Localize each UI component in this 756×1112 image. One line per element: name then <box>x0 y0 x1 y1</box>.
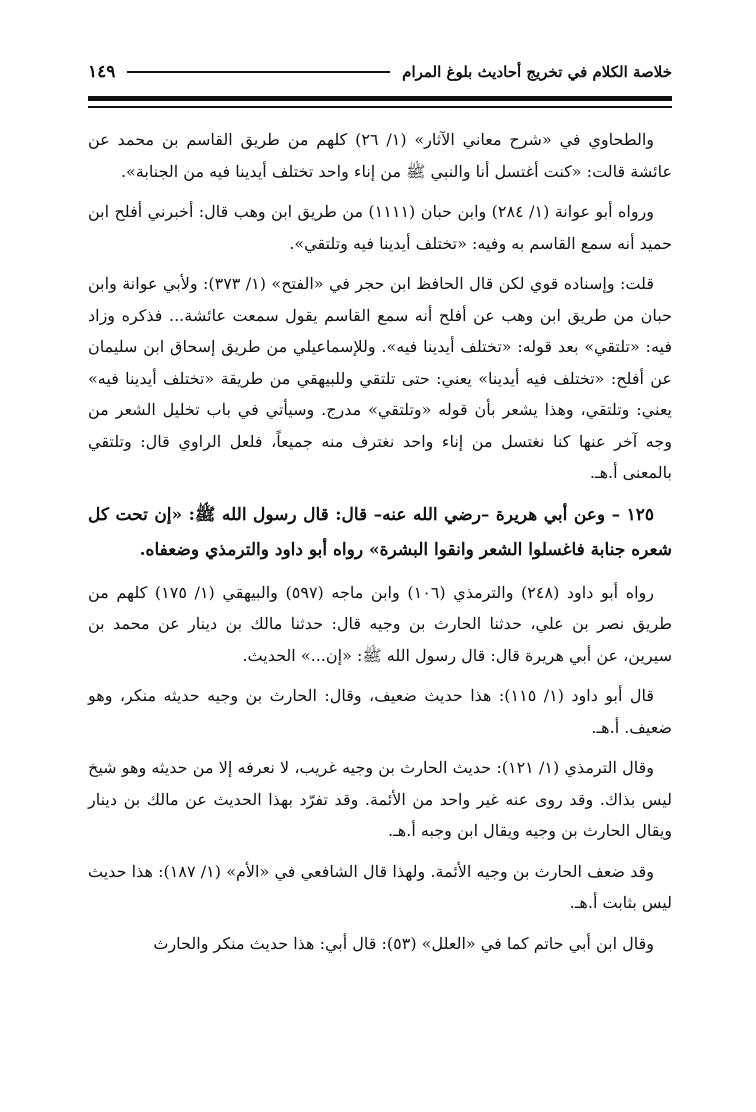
paragraph-commentary: قلت: وإسناده قوي لكن قال الحافظ ابن حجر في «الفتح» (١/ ٣٧٣): ولأبي عوانة وابن حبان من طريق ابن وهب عن أفلح أنه سمع القاسم يقول سمعت عائشة... فذكره وزاد فيه: «تلتقي» بعد قوله: «تختلف أيدينا فيه». وللإسماعيلي من طريق إسحاق ابن سليمان عن أفلح: «تختلف فيه أيدينا» يعني: حتى تلتقي وللبيهقي من طريقة «تختلف أيدينا فيه» يعني: وتلتقي، وهذا يشعر بأن قوله «وتلتقي» مدرج. وسيأتي في باب تخليل الشعر من وجه آخر عنها كنا نغتسل من إناء واحد نغترف منه جميعاً، فلعل الراوي قال: وتلتقي بالمعنى أ.هـ. <box>88 274 672 482</box>
paragraph-takhrij: رواه أبو داود (٢٤٨) والترمذي (١٠٦) وابن ماجه (٥٩٧) والبيهقي (١/ ١٧٥) كلهم من طريق نصر بن علي، حدثنا الحارث بن وجيه قال: حدثنا مالك بن دينار عن محمد بن سيرين، عن أبي هريرة قال: قال رسول الله ﷺ: «إن...» الحديث. <box>88 582 672 665</box>
header-divider-thin <box>88 106 672 108</box>
paragraph-abu-dawud: قال أبو داود (١/ ١١٥): هذا حديث ضعيف، وقال: الحارث بن وجيه حديثه منكر، وهو ضعيف. أ.هـ. <box>88 686 672 737</box>
header-divider-thick <box>88 96 672 101</box>
hadith-125: ١٢٥ – وعن أبي هريرة –رضي الله عنه– قال: قال رسول الله ﷺ: «إن تحت كل شعره جنابة فاغسلوا الشعر وانقوا البشرة» رواه أبو داود والترمذي وضعفاه. <box>88 504 672 560</box>
page-number: ١٤٩ <box>88 62 116 82</box>
book-title: خلاصة الكلام في تخريج أحاديث بلوغ المرام <box>402 63 672 81</box>
running-header <box>88 58 672 86</box>
paragraph-abu-awana: ورواه أبو عوانة (١/ ٢٨٤) وابن حبان (١١١١) من طريق ابن وهب قال: أخبرني أفلح ابن حميد أنه سمع القاسم به وفيه: «تختلف أيدينا فيه وتلتقي». <box>88 202 672 253</box>
paragraph-ibn-abi-hatim: وقال ابن أبي حاتم كما في «العلل» (٥٣): قال أبي: هذا حديث منكر والحارث <box>153 933 654 953</box>
header-rule <box>127 71 390 73</box>
paragraph-tirmidhi: وقال الترمذي (١/ ١٢١): حديث الحارث بن وجيه غريب، لا نعرفه إلا من حديثه وهو شيخ ليس بذاك. وقد روى عنه غير واحد من الأئمة. وقد تفرّد بهذا الحديث عن مالك بن دينار ويقال الحارث بن وجيه ويقال ابن وجبه أ.هـ. <box>88 758 672 840</box>
paragraph-tahawi: والطحاوي في «شرح معاني الآثار» (١/ ٢٦) كلهم من طريق القاسم بن محمد عن عائشة قالت: «كنت أغتسل أنا والنبي ﷺ من إناء واحد تختلف أيدينا فيه من الجنابة». <box>88 130 672 181</box>
paragraph-shafii: وقد ضعف الحارث بن وجيه الأئمة. ولهذا قال الشافعي في «الأم» (١/ ١٨٧): هذا حديث ليس بثابت أ.هـ. <box>88 861 672 912</box>
page-body <box>88 124 672 968</box>
